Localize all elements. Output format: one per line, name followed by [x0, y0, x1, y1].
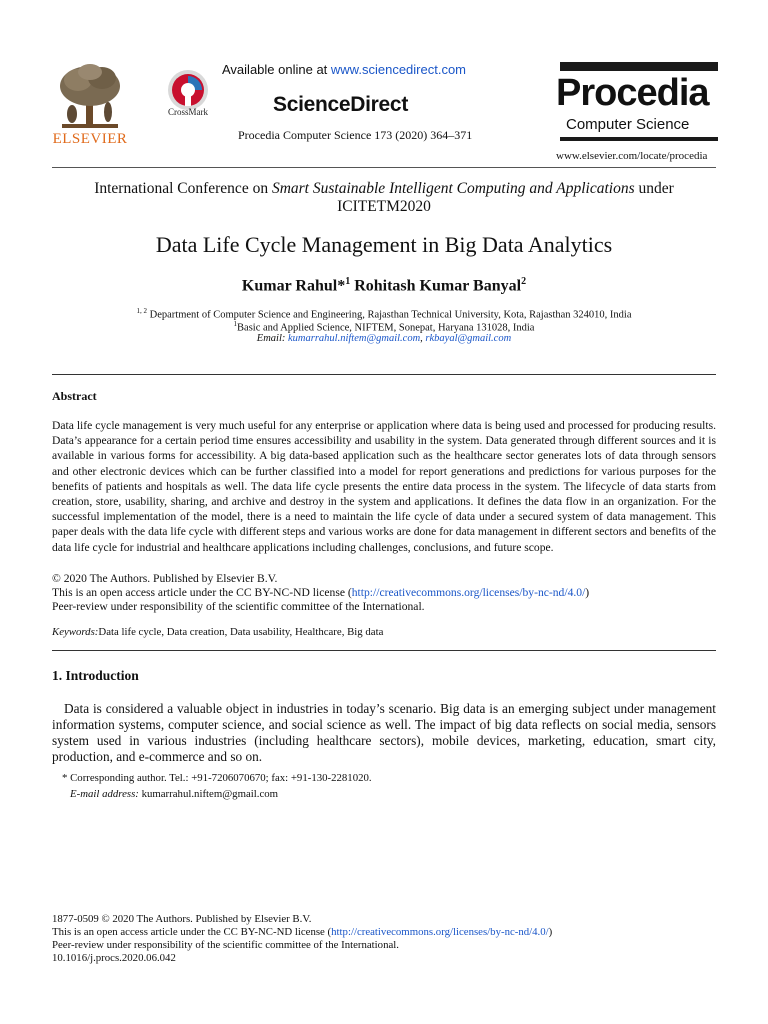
doi-line: 10.1016/j.procs.2020.06.042	[52, 952, 176, 964]
sciencedirect-wordmark: ScienceDirect	[273, 93, 409, 116]
conference-prefix: International Conference on	[94, 180, 272, 197]
issn-line: 1877-0509 © 2020 The Authors. Published by Elsevier B.V.	[52, 913, 312, 925]
journal-subtitle: Computer Science	[566, 116, 690, 133]
copyright-block	[52, 572, 716, 614]
available-online-prefix: Available online at	[222, 62, 331, 77]
author-1-sup: 1	[345, 276, 351, 287]
procedia-bottom-bar	[560, 137, 718, 141]
conference-suffix: under	[634, 180, 674, 197]
affiliation-1-sup: 1, 2	[136, 307, 148, 315]
author-2-sup: 2	[521, 276, 527, 287]
keywords-label: Keywords:	[52, 626, 99, 638]
corresponding-author-note: * Corresponding author. Tel.: +91-7206070670; fax: +91-130-2281020.	[62, 772, 372, 784]
procedia-top-bar	[560, 62, 718, 71]
elsevier-wordmark: ELSEVIER	[52, 131, 128, 147]
crossmark-label: CrossMark	[168, 107, 208, 117]
abstract-bottom-rule	[52, 650, 716, 651]
conference-code: ICITETM2020	[337, 198, 431, 215]
footer-license-suffix: )	[548, 926, 553, 938]
license-line	[52, 586, 716, 600]
email-separator: ,	[420, 333, 426, 344]
footer-license-link[interactable]: http://creativecommons.org/licenses/by-nc-nd/4.0/	[331, 926, 549, 938]
author-2: Rohitash Kumar Banyal	[350, 277, 522, 295]
footer-license-prefix: This is an open access article under the CC BY-NC-ND license (	[52, 926, 332, 938]
journal-title: Procedia	[556, 72, 709, 114]
journal-url[interactable]: www.elsevier.com/locate/procedia	[556, 150, 708, 162]
email-link-2[interactable]: rkbayal@gmail.com	[425, 333, 512, 344]
email-footnote	[70, 788, 278, 800]
author-1: Kumar Rahul*	[241, 277, 346, 295]
author-emails	[52, 333, 716, 344]
email-label: Email:	[256, 333, 288, 344]
license-link[interactable]: http://creativecommons.org/licenses/by-nc-nd/4.0/	[351, 586, 586, 599]
journal-reference: Procedia Computer Science 173 (2020) 364–371	[238, 128, 473, 142]
author-list	[52, 276, 716, 295]
email-footnote-label: E-mail address:	[70, 788, 139, 800]
copyright-line: © 2020 The Authors. Published by Elsevier B.V.	[52, 572, 278, 585]
page-footer	[52, 913, 716, 965]
abstract-heading: Abstract	[52, 389, 97, 403]
peer-review-line: Peer-review under responsibility of the scientific committee of the International.	[52, 600, 425, 613]
conference-name: Smart Sustainable Intelligent Computing and Applications	[271, 180, 635, 197]
footer-peer-review: Peer-review under responsibility of the scientific committee of the International.	[52, 939, 399, 951]
affiliation-2	[52, 320, 716, 334]
affiliation-2-text: Basic and Applied Science, NIFTEM, Sonepat, Haryana 131028, India	[237, 322, 535, 334]
keywords-line	[52, 626, 716, 638]
license-suffix: )	[585, 586, 590, 599]
affiliation-1	[52, 307, 716, 321]
introduction-text: Data is considered a valuable object in industries in today’s scenario. Big data is an emerging subject under management information systems, computer science, and social science as well. The impact of big data reflects on social media, sensors system used in various industries (including healthcare sectors), mobile devices, marketing, education, smart city, production, and e-commerce and so on.	[52, 701, 716, 764]
introduction-heading: 1. Introduction	[52, 668, 139, 683]
paper-title: Data Life Cycle Management in Big Data Analytics	[155, 232, 613, 257]
sciencedirect-link[interactable]: www.sciencedirect.com	[330, 62, 467, 77]
abstract-body: Data life cycle management is very much useful for any enterprise or application where data is being used and processed for producing results. Data’s appearance for a certain period time ensures accessibility and usability in the system. Data generated through different sources and it is available in various forms for accessibility. A big data-based application such as the healthcare sector generates lots of data through sensors and other electronic devices which can be further classified into a model for report generations and predictions for various purposes for the benefits of patients and hospitals as well. The data life cycle presents the entire data process in the system. The lifecycle of data starts from creation, store, usability, sharing, and archive and destroy in the system and applications. It defines the data flow in an organization. For the successful implementation of the model, there is a need to maintain the life cycle of data under a secured system of data management. This paper deals with the data life cycle with different steps and various works are done for data management in different sectors and benefits of the data life cycle for industrial and healthcare applications including challenges, conclusions, and future scope.	[52, 419, 716, 554]
conference-line	[52, 180, 716, 216]
introduction-body	[52, 701, 716, 765]
abstract-top-rule	[52, 374, 716, 375]
keywords-list: Data life cycle, Data creation, Data usability, Healthcare, Big data	[98, 626, 384, 638]
license-prefix: This is an open access article under the CC BY-NC-ND license (	[52, 586, 352, 599]
affiliation-1-text: Department of Computer Science and Engineering, Rajasthan Technical University, Kota, Rajasthan 324010, India	[147, 309, 632, 321]
available-online	[222, 62, 466, 77]
header-divider	[52, 167, 716, 168]
email-link-1[interactable]: kumarrahul.niftem@gmail.com	[288, 333, 421, 344]
footer-license-line	[52, 926, 716, 939]
email-footnote-address: kumarrahul.niftem@gmail.com	[138, 788, 279, 800]
affiliation-2-sup: 1	[233, 320, 238, 328]
